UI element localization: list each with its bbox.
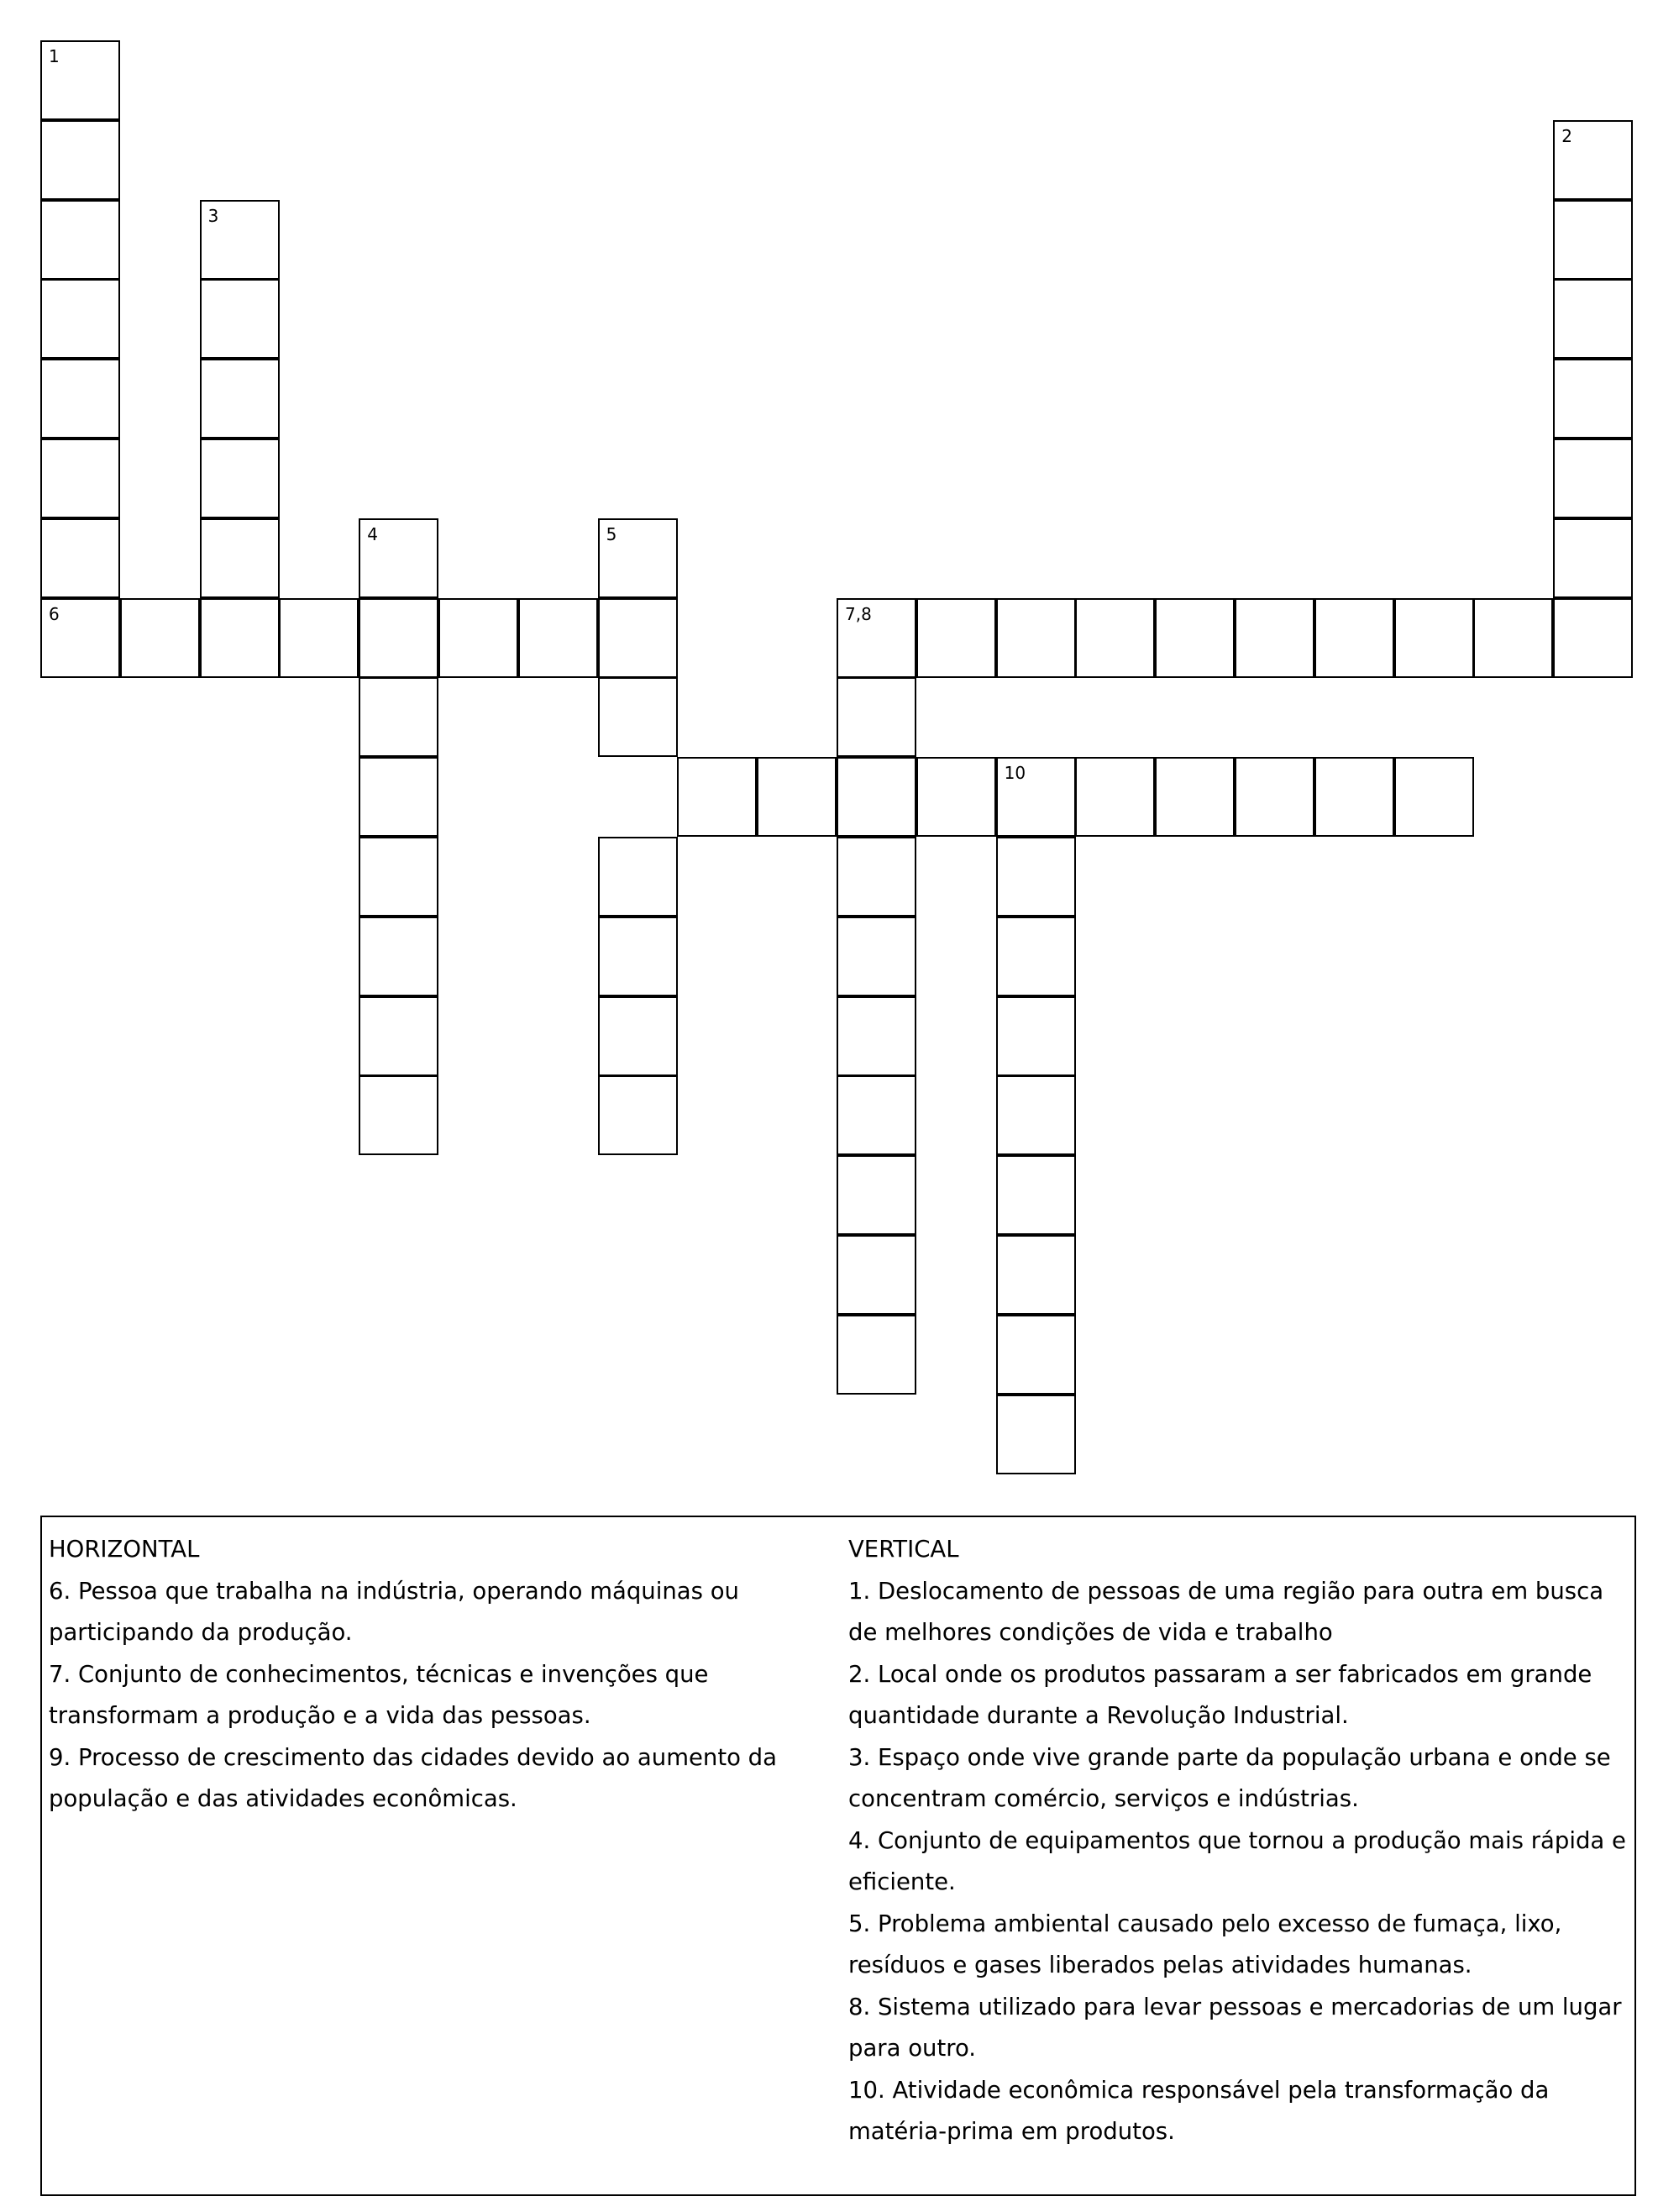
grid-cell[interactable] <box>359 677 438 757</box>
grid-cell[interactable] <box>837 996 916 1076</box>
clue-v-10: 10. Atividade econômica responsável pela transformação da matéria-prima em produtos. <box>848 2076 1550 2145</box>
grid-cell[interactable] <box>200 598 280 678</box>
grid-cell[interactable] <box>837 1235 916 1315</box>
clue-v-3: 3. Espaço onde vive grande parte da população urbana e onde se concentram comércio, serviços e indústrias. <box>848 1743 1611 1812</box>
grid-cell[interactable] <box>40 279 120 359</box>
grid-cell[interactable] <box>837 598 916 678</box>
grid-cell[interactable] <box>438 598 518 678</box>
grid-cell[interactable] <box>996 1315 1076 1395</box>
grid-cell[interactable] <box>359 996 438 1076</box>
clues-box <box>40 1516 1636 2196</box>
grid-cell[interactable] <box>677 757 757 837</box>
grid-cell[interactable] <box>837 757 916 837</box>
grid-cell[interactable] <box>359 837 438 917</box>
clue-number: 3 <box>207 205 219 226</box>
grid-cell[interactable] <box>1314 757 1394 837</box>
grid-cell[interactable] <box>200 359 280 439</box>
grid-cell[interactable] <box>359 598 438 678</box>
grid-cell[interactable] <box>1235 757 1314 837</box>
clue-number: 6 <box>49 603 60 624</box>
grid-cell[interactable] <box>1553 598 1633 678</box>
grid-cell[interactable] <box>40 40 120 120</box>
grid-cell[interactable] <box>996 1395 1076 1474</box>
grid-cell[interactable] <box>1553 200 1633 280</box>
grid-cell[interactable] <box>200 439 280 518</box>
grid-cell[interactable] <box>359 757 438 837</box>
grid-cell[interactable] <box>598 917 678 996</box>
clue-number: 7,8 <box>845 603 872 624</box>
grid-cell[interactable] <box>996 598 1076 678</box>
grid-cell[interactable] <box>359 1075 438 1155</box>
grid-cell[interactable] <box>1155 598 1235 678</box>
clue-h-6: 6. Pessoa que trabalha na indústria, operando máquinas ou participando da produção. <box>49 1577 739 1646</box>
grid-cell[interactable] <box>40 120 120 200</box>
grid-cell[interactable] <box>837 677 916 757</box>
grid-cell[interactable] <box>916 757 996 837</box>
grid-cell[interactable] <box>359 917 438 996</box>
grid-cell[interactable] <box>1394 598 1474 678</box>
clue-h-9: 9. Processo de crescimento das cidades devido ao aumento da população e das atividades econômicas. <box>49 1743 777 1812</box>
grid-cell[interactable] <box>996 1075 1076 1155</box>
grid-cell[interactable] <box>598 837 678 917</box>
grid-cell[interactable] <box>1553 518 1633 598</box>
grid-cell[interactable] <box>40 439 120 518</box>
grid-cell[interactable] <box>1394 757 1474 837</box>
grid-cell[interactable] <box>837 837 916 917</box>
grid-cell[interactable] <box>359 518 438 598</box>
grid-cell[interactable] <box>837 1075 916 1155</box>
clue-v-8: 8. Sistema utilizado para levar pessoas e mercadorias de um lugar para outro. <box>848 1993 1622 2062</box>
grid-cell[interactable] <box>1553 279 1633 359</box>
clue-v-2: 2. Local onde os produtos passaram a ser fabricados em grande quantidade durante a Revolução Industrial. <box>848 1660 1592 1729</box>
grid-cell[interactable] <box>40 598 120 678</box>
grid-cell[interactable] <box>598 996 678 1076</box>
grid-cell[interactable] <box>996 917 1076 996</box>
grid-cell[interactable] <box>1473 598 1553 678</box>
clue-number: 5 <box>606 523 617 544</box>
clue-number: 4 <box>367 523 378 544</box>
grid-cell[interactable] <box>200 518 280 598</box>
grid-cell[interactable] <box>996 837 1076 917</box>
grid-cell[interactable] <box>598 1075 678 1155</box>
grid-cell[interactable] <box>120 598 200 678</box>
grid-cell[interactable] <box>996 996 1076 1076</box>
vertical-title: VERTICAL <box>848 1536 959 1563</box>
grid-cell[interactable] <box>1235 598 1314 678</box>
clue-number: 10 <box>1004 763 1026 784</box>
clue-v-4: 4. Conjunto de equipamentos que tornou a produção mais rápida e eficiente. <box>848 1826 1626 1895</box>
grid-cell[interactable] <box>279 598 359 678</box>
grid-cell[interactable] <box>1553 359 1633 439</box>
grid-cell[interactable] <box>598 598 678 678</box>
grid-cell[interactable] <box>1155 757 1235 837</box>
grid-cell[interactable] <box>200 279 280 359</box>
clue-v-5: 5. Problema ambiental causado pelo excesso de fumaça, lixo, resíduos e gases liberados pelas atividades humanas. <box>848 1910 1562 1978</box>
grid-cell[interactable] <box>1314 598 1394 678</box>
grid-cell[interactable] <box>1553 439 1633 518</box>
clue-number: 1 <box>49 46 60 66</box>
grid-cell[interactable] <box>996 757 1076 837</box>
grid-cell[interactable] <box>518 598 598 678</box>
vertical-clues <box>848 1529 1629 2153</box>
horizontal-title: HORIZONTAL <box>49 1536 200 1563</box>
grid-cell[interactable] <box>837 1155 916 1235</box>
grid-cell[interactable] <box>757 757 837 837</box>
clue-number: 2 <box>1561 125 1572 146</box>
grid-cell[interactable] <box>40 200 120 280</box>
grid-cell[interactable] <box>996 1235 1076 1315</box>
grid-cell[interactable] <box>40 359 120 439</box>
horizontal-clues <box>49 1529 805 1821</box>
clue-h-7: 7. Conjunto de conhecimentos, técnicas e invenções que transformam a produção e a vida das pessoas. <box>49 1660 709 1729</box>
grid-cell[interactable] <box>837 917 916 996</box>
grid-cell[interactable] <box>200 200 280 280</box>
grid-cell[interactable] <box>40 518 120 598</box>
grid-cell[interactable] <box>837 1315 916 1395</box>
grid-cell[interactable] <box>1553 120 1633 200</box>
grid-cell[interactable] <box>598 677 678 757</box>
grid-cell[interactable] <box>598 518 678 598</box>
clue-v-1: 1. Deslocamento de pessoas de uma região para outra em busca de melhores condições de vida e trabalho <box>848 1577 1604 1646</box>
grid-cell[interactable] <box>916 598 996 678</box>
grid-cell[interactable] <box>1075 598 1155 678</box>
grid-cell[interactable] <box>996 1155 1076 1235</box>
grid-cell[interactable] <box>1075 757 1155 837</box>
